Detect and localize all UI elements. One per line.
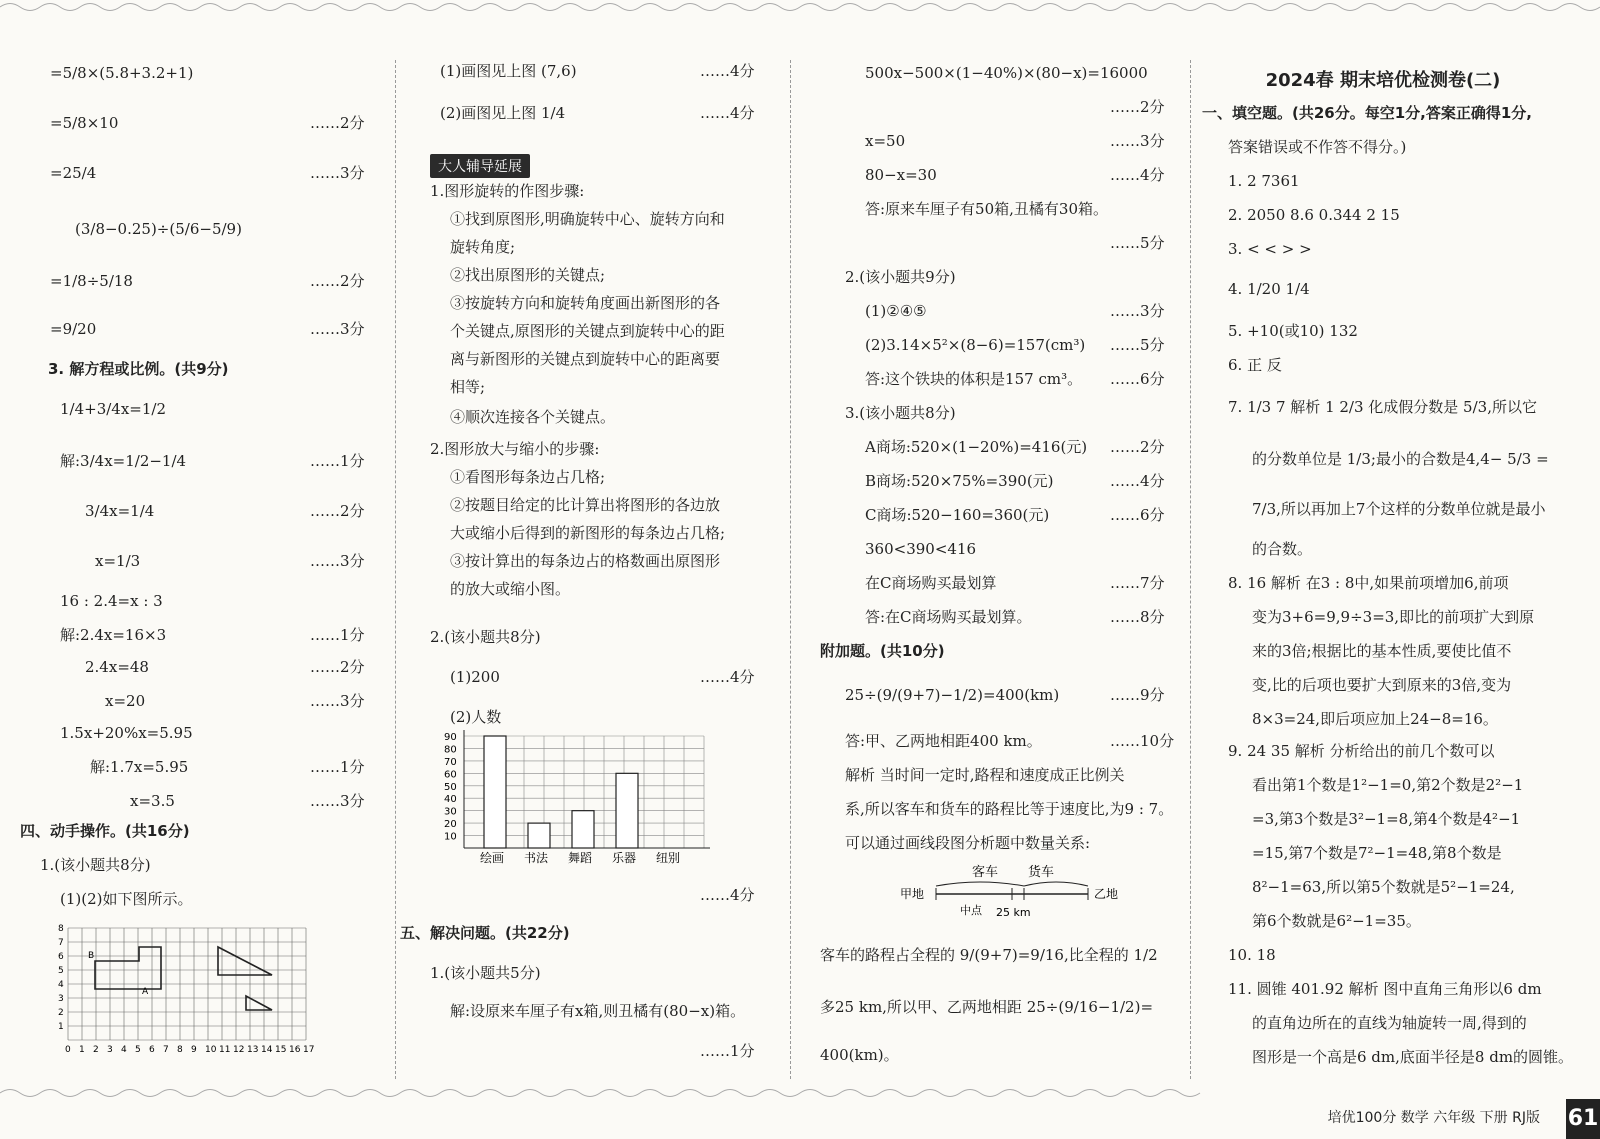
text-line: 8×3=24,即后项应加上24−8=16。	[1252, 710, 1498, 728]
text-line: =1/8÷5/18	[50, 272, 133, 290]
text-line: (1)②④⑤	[865, 302, 927, 320]
diagram-label-right: 乙地	[1094, 887, 1119, 901]
bar-chart	[440, 728, 730, 868]
x-axis-category-label: 乐器	[612, 851, 637, 865]
column-separator	[395, 60, 396, 1079]
text-line: 7. 1/3 7 解析 1 2/3 化成假分数是 5/3,所以它	[1228, 398, 1537, 416]
x-axis-tick-label: 7	[163, 1045, 169, 1055]
bar	[616, 773, 638, 848]
x-axis-tick-label: 6	[149, 1045, 155, 1055]
text-line: (1)画图见上图 (7,6)	[440, 62, 577, 80]
points: ……3分	[310, 692, 365, 710]
points: ……2分	[310, 272, 365, 290]
text-line: =25/4	[50, 164, 97, 182]
y-axis-tick-label: 10	[444, 831, 457, 843]
grid-figure	[58, 920, 328, 1060]
text-line: (2)3.14×5²×(8−6)=157(cm³)	[865, 336, 1086, 354]
text-line: 变为3+6=9,9÷3=3,即比的前项扩大到原	[1252, 608, 1535, 626]
bar	[572, 811, 594, 848]
page-number: 61	[1566, 1099, 1600, 1139]
point-label: B	[88, 951, 95, 961]
points: ……4分	[700, 668, 755, 686]
text-line: 1.(该小题共5分)	[430, 964, 541, 982]
text-line: x=20	[105, 692, 146, 710]
points: ……6分	[1110, 506, 1165, 524]
column-3	[820, 0, 1180, 1139]
text-line: 1/4+3/4x=1/2	[60, 400, 167, 418]
text-line: ④顺次连接各个关键点。	[450, 408, 616, 426]
points: ……1分	[310, 452, 365, 470]
text-line: 1.图形旋转的作图步骤:	[430, 182, 585, 200]
x-axis-category-label: 书法	[524, 851, 549, 865]
diagram-brace	[1024, 882, 1088, 886]
points: ……6分	[1110, 370, 1165, 388]
text-line: 1.(该小题共8分)	[40, 856, 151, 874]
y-axis-tick-label: 80	[444, 744, 457, 756]
text-line: x=1/3	[95, 552, 141, 570]
x-axis-tick-label: 8	[177, 1045, 183, 1055]
text-line: 80−x=30	[865, 166, 937, 184]
x-axis-tick-label: 1	[79, 1045, 85, 1055]
points: ……4分	[1110, 166, 1165, 184]
text-line: 的直角边所在的直线为轴旋转一周,得到的	[1252, 1014, 1527, 1032]
points: ……4分	[1110, 472, 1165, 490]
text-line: 在C商场购买最划算	[865, 574, 997, 592]
shape-polygon	[95, 947, 161, 989]
y-axis-tick-label: 30	[444, 806, 457, 818]
text-line: 的分数单位是 1/3;最小的合数是4,4− 5/3 =	[1252, 450, 1549, 468]
text-line: 答案错误或不作答不得分。)	[1228, 138, 1407, 156]
text-line: 360<390<416	[865, 540, 977, 558]
x-axis-tick-label: 4	[121, 1045, 127, 1055]
text-line: (2)人数	[450, 708, 502, 726]
text-line: (1)(2)如下图所示。	[60, 890, 193, 908]
column-1	[20, 0, 380, 1139]
section-heading: 一、填空题。(共26分。每空1分,答案正确得1分,	[1202, 104, 1533, 122]
text-line: 1.5x+20%x=5.95	[60, 724, 193, 742]
x-axis-tick-label: 16	[289, 1045, 301, 1055]
y-axis-tick-label: 4	[58, 980, 64, 990]
text-line: 9. 24 35 解析 分析给出的前几个数可以	[1228, 742, 1495, 760]
text-line: A商场:520×(1−20%)=416(元)	[865, 438, 1088, 456]
text-line: 解:设原来车厘子有x箱,则丑橘有(80−x)箱。	[450, 1002, 746, 1020]
text-line: =3,第3个数是3²−1=8,第4个数是4²−1	[1252, 810, 1521, 828]
diagram-label-top2: 货车	[1028, 865, 1055, 880]
points: ……3分	[310, 320, 365, 338]
points: ……2分	[1110, 98, 1165, 116]
points: ……2分	[310, 658, 365, 676]
text-line: 图形是一个高是6 dm,底面半径是8 dm的圆锥。	[1252, 1048, 1574, 1066]
x-axis-tick-label: 3	[107, 1045, 113, 1055]
y-axis-tick-label: 2	[58, 1008, 64, 1018]
points: ……5分	[1110, 336, 1165, 354]
points: ……9分	[1110, 686, 1165, 704]
points: ……3分	[310, 164, 365, 182]
text-line: x=3.5	[130, 792, 175, 810]
text-line: 答:在C商场购买最划算。	[865, 608, 1032, 626]
points: ……3分	[1110, 132, 1165, 150]
text-line: 的放大或缩小图。	[450, 580, 571, 598]
points: ……4分	[700, 104, 755, 122]
text-line: 25÷(9/(9+7)−1/2)=400(km)	[845, 686, 1060, 704]
text-line: 2.4x=48	[85, 658, 149, 676]
x-axis-tick-label: 9	[191, 1045, 197, 1055]
text-line: 400(km)。	[820, 1046, 899, 1064]
text-line: 的合数。	[1252, 540, 1313, 558]
page-title: 2024春 期末培优检测卷(二)	[1265, 70, 1501, 91]
text-line: 相等;	[450, 378, 486, 396]
text-line: 6. 正 反	[1228, 356, 1282, 374]
points: ……3分	[310, 552, 365, 570]
y-axis-tick-label: 5	[58, 966, 64, 976]
diagram-label-left: 甲地	[900, 887, 925, 901]
column-separator	[1190, 60, 1191, 1079]
text-line: 答:这个铁块的体积是157 cm³。	[865, 370, 1083, 388]
points: ……1分	[310, 626, 365, 644]
text-line: 8. 16 解析 在3 : 8中,如果前项增加6,前项	[1228, 574, 1509, 592]
text-line: 3/4x=1/4	[85, 502, 155, 520]
x-axis-tick-label: 2	[93, 1045, 99, 1055]
x-axis-tick-label: 0	[65, 1045, 71, 1055]
text-line: 解析 当时间一定时,路程和速度成正比例关	[845, 766, 1125, 784]
text-line: ①看图形每条边占几格;	[450, 468, 606, 486]
x-axis-tick-label: 14	[261, 1045, 273, 1055]
tutoring-tag: 大人辅导延展	[430, 154, 530, 178]
section-heading: 五、解决问题。(共22分)	[400, 924, 570, 942]
x-axis-tick-label: 17	[303, 1045, 315, 1055]
text-line: =5/8×10	[50, 114, 119, 132]
footer-text: 培优100分 数学 六年级 下册 RJ版	[1327, 1110, 1540, 1126]
text-line: ②找出原图形的关键点;	[450, 266, 606, 284]
diagram-label-dist: 25 km	[996, 906, 1031, 919]
text-line: B商场:520×75%=390(元)	[865, 472, 1054, 490]
text-line: 客车的路程占全程的 9/(9+7)=9/16,比全程的 1/2	[820, 946, 1158, 964]
section-heading: 四、动手操作。(共16分)	[20, 822, 190, 840]
bar	[484, 736, 506, 848]
text-line: 500x−500×(1−40%)×(80−x)=16000	[865, 64, 1148, 82]
text-line: 1. 2 7361	[1228, 172, 1300, 190]
text-line: =5/8×(5.8+3.2+1)	[50, 64, 194, 82]
text-line: 大或缩小后得到的新图形的每条边占几格;	[450, 524, 726, 542]
text-line: ②按题目给定的比计算出将图形的各边放	[450, 496, 721, 514]
points: ……4分	[700, 62, 755, 80]
text-line: (1)200	[450, 668, 500, 686]
text-line: C商场:520−160=360(元)	[865, 506, 1050, 524]
text-line: 2.(该小题共8分)	[430, 628, 541, 646]
text-line: 3.(该小题共8分)	[845, 404, 956, 422]
points: ……1分	[700, 1042, 755, 1060]
points: ……4分	[700, 886, 755, 904]
column-4	[1202, 0, 1574, 1139]
points: ……7分	[1110, 574, 1165, 592]
text-line: 4. 1/20 1/4	[1228, 280, 1310, 298]
y-axis-tick-label: 60	[444, 769, 457, 781]
points: ……3分	[310, 792, 365, 810]
y-axis-tick-label: 6	[58, 952, 64, 962]
text-line: 解:1.7x=5.95	[90, 758, 189, 776]
text-line: 答:原来车厘子有50箱,丑橘有30箱。	[865, 200, 1108, 218]
text-line: 第6个数就是6²−1=35。	[1252, 912, 1421, 930]
y-axis-tick-label: 90	[444, 732, 457, 743]
text-line: 多25 km,所以甲、乙两地相距 25÷(9/16−1/2)=	[820, 998, 1154, 1016]
section-heading: 3. 解方程或比例。(共9分)	[48, 360, 229, 378]
points: ……1分	[310, 758, 365, 776]
diagram-label-top1: 客车	[972, 865, 999, 880]
x-axis-tick-label: 12	[233, 1045, 245, 1055]
text-line: =15,第7个数是7²−1=48,第8个数是	[1252, 844, 1502, 862]
points: ……10分	[1110, 732, 1175, 750]
points: ……8分	[1110, 608, 1165, 626]
diagram-label-mid: 中点	[960, 904, 982, 917]
points: ……2分	[1110, 438, 1165, 456]
points: ……2分	[310, 114, 365, 132]
text-line: 变,比的后项也要扩大到原来的3倍,变为	[1252, 676, 1512, 694]
x-axis-tick-label: 10	[205, 1045, 217, 1055]
text-line: 16 : 2.4=x : 3	[60, 592, 163, 610]
y-axis-tick-label: 3	[58, 994, 64, 1004]
text-line: =9/20	[50, 320, 97, 338]
y-axis-tick-label: 20	[444, 819, 457, 831]
text-line: x=50	[865, 132, 906, 150]
text-line: 可以通过画线段图分析题中数量关系:	[845, 834, 1091, 852]
text-line: 答:甲、乙两地相距400 km。	[845, 732, 1042, 750]
text-line: ③按计算出的每条边占的格数画出原图形	[450, 552, 721, 570]
text-line: 2. 2050 8.6 0.344 2 15	[1228, 206, 1400, 224]
y-axis-tick-label: 8	[58, 924, 64, 934]
text-line: 解:2.4x=16×3	[60, 626, 167, 644]
x-axis-tick-label: 5	[135, 1045, 141, 1055]
y-axis-tick-label: 50	[444, 781, 457, 793]
line-segment-diagram	[900, 858, 1140, 920]
text-line: 11. 圆锥 401.92 解析 图中直角三角形以6 dm	[1228, 980, 1542, 998]
y-axis-tick-label: 40	[444, 794, 457, 806]
text-line: 来的3倍;根据比的基本性质,要使比值不	[1252, 642, 1512, 660]
column-separator	[790, 60, 791, 1079]
column-2	[400, 0, 770, 1139]
y-axis-tick-label: 70	[444, 756, 457, 768]
points: ……3分	[1110, 302, 1165, 320]
y-axis-tick-label: 7	[58, 938, 64, 948]
text-line: 2.图形放大与缩小的步骤:	[430, 440, 600, 458]
x-axis-category-label: 绘画	[480, 851, 505, 865]
text-line: ③按旋转方向和旋转角度画出新图形的各	[450, 294, 721, 312]
text-line: 解:3/4x=1/2−1/4	[60, 452, 187, 470]
x-axis-tick-label: 11	[219, 1045, 231, 1055]
bar	[528, 823, 550, 848]
x-axis-tick-label: 13	[247, 1045, 259, 1055]
text-line: 离与新图形的关键点到旋转中心的距离要	[450, 350, 721, 368]
text-line: 3. < < > >	[1228, 240, 1312, 258]
text-line: ①找到原图形,明确旋转中心、旋转方向和	[450, 210, 725, 228]
text-line: 系,所以客车和货车的路程比等于速度比,为9 : 7。	[845, 800, 1174, 818]
text-line: 5. +10(或10) 132	[1228, 322, 1358, 340]
text-line: 个关键点,原图形的关键点到旋转中心的距	[450, 322, 725, 340]
y-axis-tick-label: 1	[58, 1022, 64, 1032]
text-line: 7/3,所以再加上7个这样的分数单位就是最小	[1252, 500, 1546, 518]
text-line: 10. 18	[1228, 946, 1276, 964]
x-axis-category-label: 舞蹈	[568, 851, 593, 865]
text-line: 看出第1个数是1²−1=0,第2个数是2²−1	[1252, 776, 1524, 794]
x-axis-tick-label: 15	[275, 1045, 287, 1055]
points: ……5分	[1110, 234, 1165, 252]
points: ……2分	[310, 502, 365, 520]
text-line: 旋转角度;	[450, 238, 516, 256]
text-line: 2.(该小题共9分)	[845, 268, 956, 286]
x-axis-category-label: 纽别	[656, 851, 681, 865]
text-line: (2)画图见上图 1/4	[440, 104, 566, 122]
diagram-brace	[936, 882, 1024, 886]
point-label: A	[142, 987, 149, 997]
text-line: (3/8−0.25)÷(5/6−5/9)	[75, 220, 242, 238]
text-line: 8²−1=63,所以第5个数就是5²−1=24,	[1252, 878, 1515, 896]
section-heading: 附加题。(共10分)	[820, 642, 945, 660]
